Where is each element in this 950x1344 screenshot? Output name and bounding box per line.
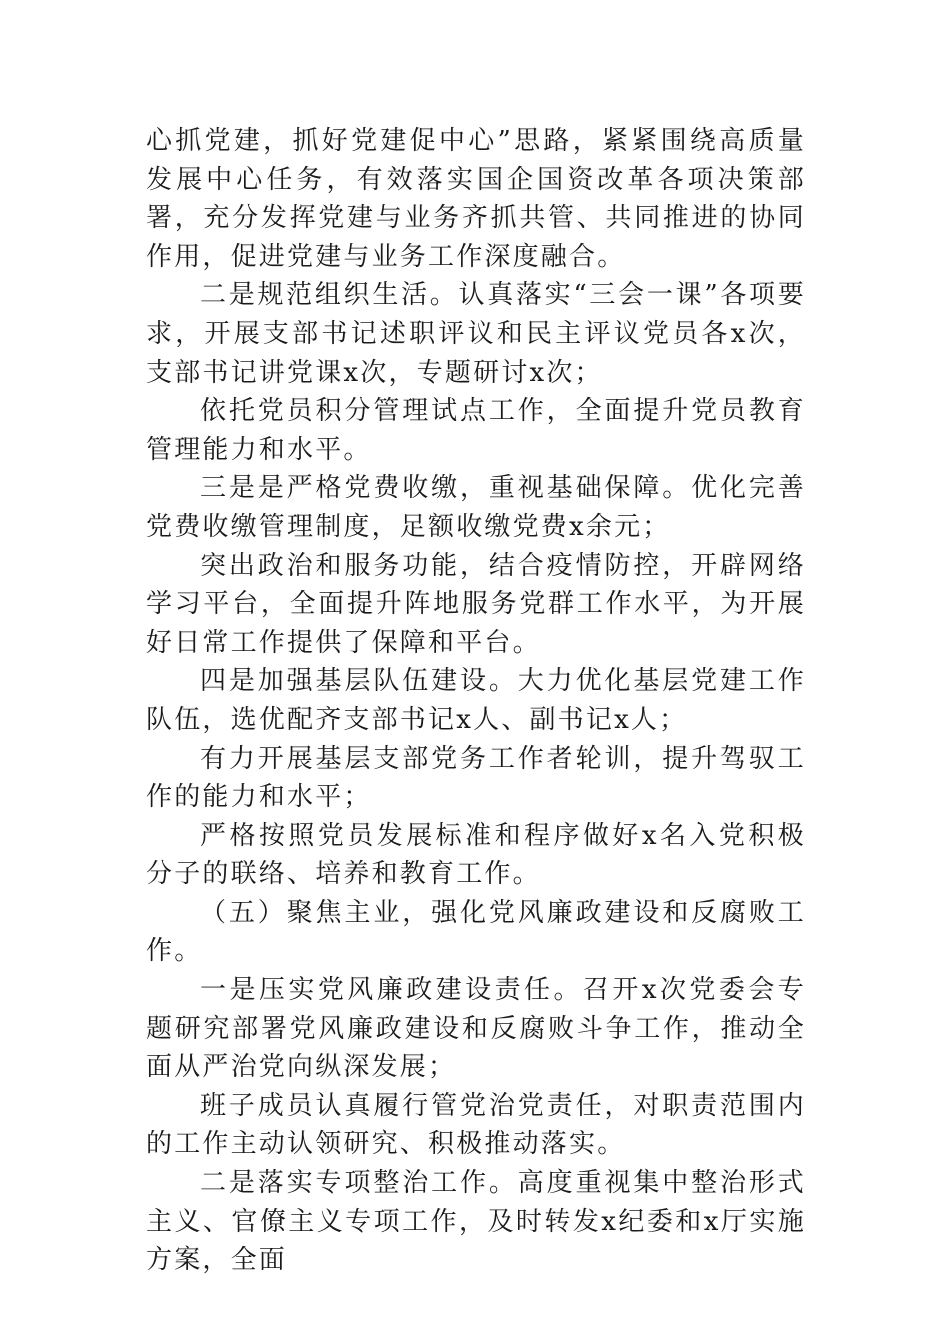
paragraph-item-3-detail: 突出政治和服务功能，结合疫情防控，开辟网络学习平台，全面提升阵地服务党群工作水平，为开展好日常工作提供了保障和平台。 (146, 550, 806, 658)
paragraph-section-5-item-2: 二是落实专项整治工作。高度重视集中整治形式主义、官僚主义专项工作，及时转发x纪委和x厅实施方案，全面 (146, 1168, 806, 1276)
paragraph-section-5-item-1: 一是压实党风廉政建设责任。召开x次党委会专题研究部署党风廉政建设和反腐败斗争工作，推动全面从严治党向纵深发展； (146, 975, 806, 1083)
paragraph-item-2-detail: 依托党员积分管理试点工作，全面提升党员教育管理能力和水平。 (146, 396, 806, 465)
document-body (146, 122, 806, 1280)
paragraph-continuation: 心抓党建，抓好党建促中心”思路，紧紧围绕高质量发展中心任务，有效落实国企国资改革各项决策部署，充分发挥党建与业务齐抓共管、共同推进的协同作用，促进党建与业务工作深度融合。 (146, 126, 806, 272)
paragraph-section-5-item-1-detail: 班子成员认真履行管党治党责任，对职责范围内的工作主动认领研究、积极推动落实。 (146, 1090, 806, 1160)
paragraph-item-2: 二是规范组织生活。认真落实“三会一课”各项要求，开展支部书记述职评议和民主评议党员各x次，支部书记讲党课x次，专题研讨x次； (146, 280, 806, 388)
paragraph-item-4-detail-1: 有力开展基层支部党务工作者轮训，提升驾驭工作的能力和水平； (146, 743, 806, 813)
section-heading-5: （五）聚焦主业，强化党风廉政建设和反腐败工作。 (146, 897, 806, 967)
paragraph-item-4: 四是加强基层队伍建设。大力优化基层党建工作队伍，选优配齐支部书记x人、副书记x人； (146, 666, 806, 735)
paragraph-item-4-detail-2: 严格按照党员发展标准和程序做好x名入党积极分子的联络、培养和教育工作。 (146, 820, 806, 890)
paragraph-item-3: 三是是严格党费收缴，重视基础保障。优化完善党费收缴管理制度，足额收缴党费x余元； (146, 473, 806, 542)
